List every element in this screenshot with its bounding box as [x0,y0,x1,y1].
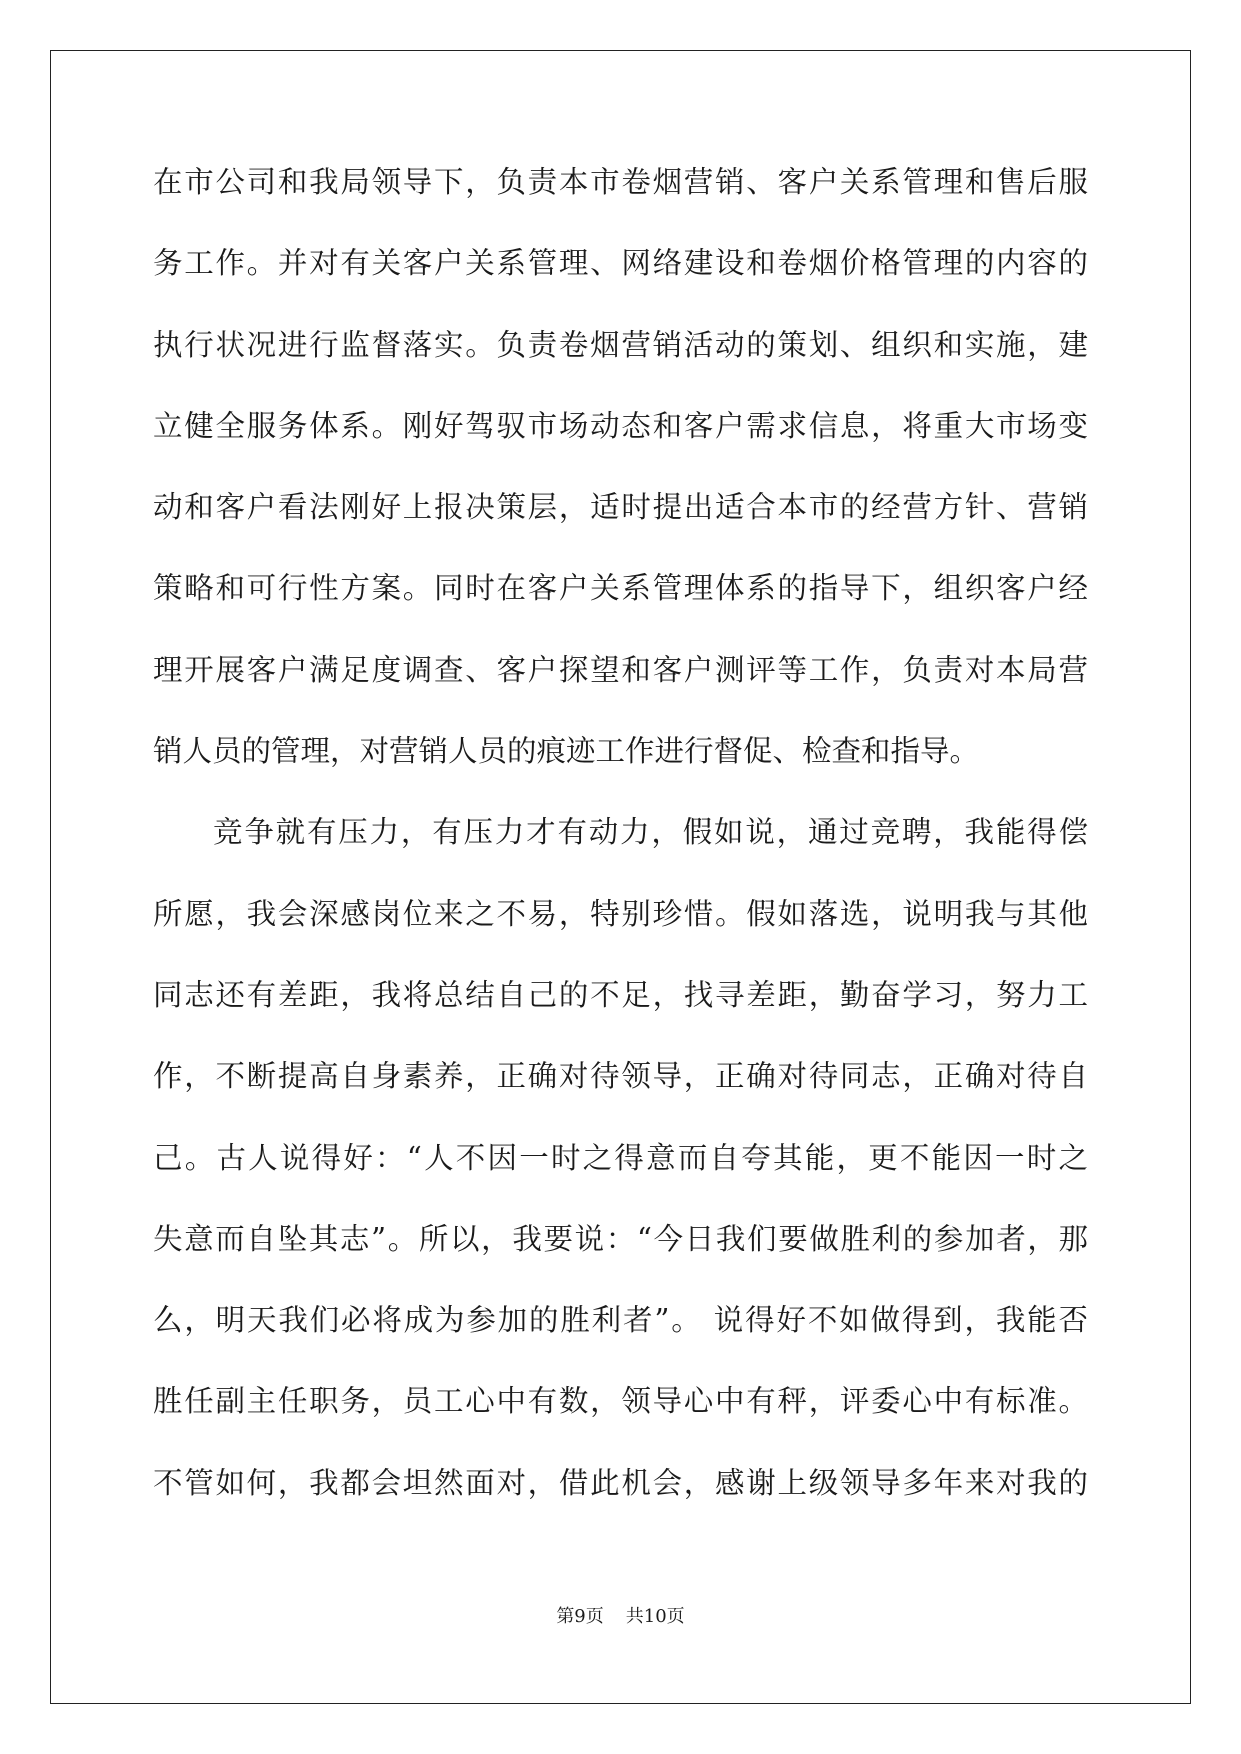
text-line: 胜任副主任职务，员工心中有数，领导心中有秤，评委心中有标准。 [153,1384,1088,1419]
text-line-paragraph-start: 竞争就有压力，有压力才有动力，假如说，通过竞聘，我能得偿 [213,815,1088,850]
document-body [153,162,1088,1544]
text-line: 立健全服务体系。刚好驾驭市场动态和客户需求信息，将重大市场变 [153,408,1088,443]
text-line: 务工作。并对有关客户关系管理、网络建设和卷烟价格管理的内容的 [153,246,1088,281]
text-line: 己。古人说得好：“人不因一时之得意而自夸其能，更不能因一时之 [153,1140,1088,1175]
page-number: 第9页 [556,1606,604,1627]
text-line: 同志还有差距，我将总结自己的不足，找寻差距，勤奋学习，努力工 [153,977,1088,1012]
text-line: 失意而自坠其志”。所以，我要说：“今日我们要做胜利的参加者，那 [153,1221,1088,1256]
text-line: 执行状况进行监督落实。负责卷烟营销活动的策划、组织和实施，建 [153,327,1088,362]
text-line: 动和客户看法刚好上报决策层，适时提出适合本市的经营方针、营销 [153,490,1088,525]
text-line: 在市公司和我局领导下，负责本市卷烟营销、客户关系管理和售后服 [153,165,1088,199]
text-line: 理开展客户满足度调查、客户探望和客户测评等工作，负责对本局营 [153,652,1088,687]
page-total: 共10页 [625,1606,685,1627]
text-line: 销人员的管理，对营销人员的痕迹工作进行督促、检查和指导。 [153,734,980,769]
text-line: 策略和可行性方案。同时在客户关系管理体系的指导下，组织客户经 [153,571,1088,606]
text-line: 么，明天我们必将成为参加的胜利者”。 说得好不如做得到，我能否 [153,1303,1088,1338]
text-line: 所愿，我会深感岗位来之不易，特别珍惜。假如落选，说明我与其他 [153,896,1088,931]
text-line: 不管如何，我都会坦然面对，借此机会，感谢上级领导多年来对我的 [153,1465,1088,1500]
text-line: 作，不断提高自身素养，正确对待领导，正确对待同志，正确对待自 [153,1059,1088,1094]
page-footer [0,1602,1241,1628]
